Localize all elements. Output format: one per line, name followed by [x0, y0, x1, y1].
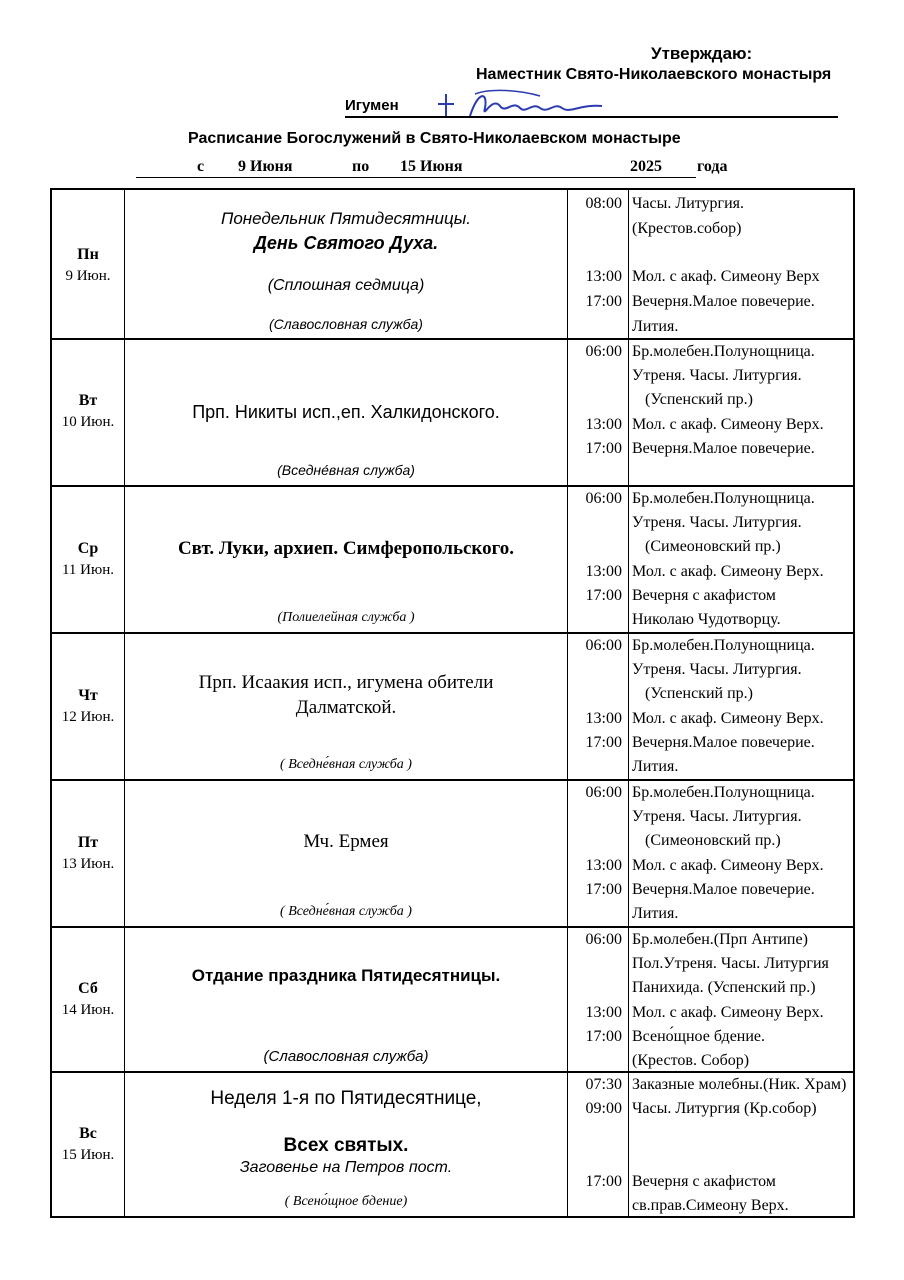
feast-line: Неделя 1-я по Пятидесятнице,: [210, 1088, 482, 1109]
service-time: 17:00: [585, 1173, 622, 1190]
table-row: [52, 190, 853, 338]
service-time: 07:30: [585, 1076, 622, 1093]
service-time: 13:00: [585, 416, 622, 433]
day-cell: [52, 190, 124, 338]
service-item: (Успенский пр.): [645, 685, 753, 702]
time-cell: [568, 487, 628, 632]
service-time: 13:00: [585, 268, 622, 285]
service-type: (Полиелейная служба ): [277, 610, 415, 625]
service-item: Вечерня с акафистом: [632, 587, 776, 604]
service-item: Лития.: [632, 905, 679, 922]
service-type: ( Вседне́вная служба ): [280, 757, 412, 772]
date-range: [0, 158, 904, 182]
service-item: Часы. Литургия (Кр.собор): [632, 1100, 817, 1117]
feast-cell: [125, 928, 567, 1071]
service-item: Утреня. Часы. Литургия.: [632, 514, 802, 531]
feast-line: Заговенье на Петров пост.: [239, 1159, 453, 1176]
to-date: 15 Июня: [400, 158, 463, 175]
service-item: Мол. с акаф. Симеону Верх.: [632, 710, 824, 727]
service-item: Мол. с акаф. Симеону Верх.: [632, 416, 824, 433]
day-abbr: Пт: [77, 834, 99, 851]
signature-icon: [430, 86, 610, 126]
day-abbr: Вт: [78, 392, 98, 409]
service-item: Вечерня.Малое повечерие.: [632, 440, 815, 457]
feast-line: Отдание праздника Пятидесятницы.: [191, 966, 501, 985]
service-time: 13:00: [585, 563, 622, 580]
service-item: Мол. с акаф. Симеону Верх.: [632, 857, 824, 874]
service-item: Вечерня.Малое повечерие.: [632, 293, 815, 310]
service-item: Лития.: [632, 758, 679, 775]
feast-cell: [125, 1073, 567, 1216]
service-type: (Вседне́вная служба): [277, 462, 415, 478]
day-abbr: Пн: [77, 246, 99, 263]
day-date: 10 Июн.: [61, 414, 115, 430]
feast-line: (Сплошная седмица): [267, 277, 425, 294]
service-item: Заказные молебны.(Ник. Храм): [632, 1076, 847, 1093]
service-time: 17:00: [585, 734, 622, 751]
service-time: 13:00: [585, 857, 622, 874]
service-item: Бр.молебен.(Прп Антипе): [632, 931, 808, 948]
approve-title: Утверждаю:: [651, 44, 753, 63]
feast-cell: [125, 340, 567, 485]
services-cell: [629, 1073, 853, 1216]
feast-line: День Святого Духа.: [253, 233, 439, 253]
service-item: Бр.молебен.Полунощница.: [632, 490, 815, 507]
service-time: 17:00: [585, 1028, 622, 1045]
day-cell: [52, 634, 124, 779]
feast-cell: [125, 487, 567, 632]
table-row: [52, 487, 853, 632]
approve-position: Наместник Свято-Николаевского монастыря: [476, 66, 832, 83]
day-cell: [52, 487, 124, 632]
service-item: Вечерня.Малое повечерие.: [632, 881, 815, 898]
service-type: ( Всено́щное бдение): [284, 1194, 408, 1209]
services-cell: [629, 634, 853, 779]
day-date: 13 Июн.: [61, 856, 115, 872]
feast-line: Прп. Никиты исп.,еп. Халкидонского.: [192, 402, 500, 422]
table-row: [52, 1073, 853, 1216]
time-cell: [568, 781, 628, 926]
service-type: ( Вседне́вная служба ): [280, 904, 412, 919]
services-cell: [629, 781, 853, 926]
day-abbr: Ср: [77, 540, 99, 557]
service-type: (Славословная служба): [269, 316, 423, 332]
service-item: (Симеоновский пр.): [645, 832, 781, 849]
service-item: (Крестов.собор): [632, 220, 742, 237]
service-item: Вечерня с акафистом: [632, 1173, 776, 1190]
service-item: Мол. с акаф. Симеону Верх: [632, 268, 820, 285]
day-date: 15 Июн.: [61, 1147, 115, 1163]
feast-line: Мч. Ермея: [303, 831, 389, 852]
services-cell: [629, 487, 853, 632]
services-cell: [629, 340, 853, 485]
feast-line: Далматской.: [295, 697, 397, 718]
hegumen-label: Игумен: [345, 97, 399, 114]
service-item: Мол. с акаф. Симеону Верх.: [632, 1004, 824, 1021]
service-type: (Славословная служба): [263, 1048, 429, 1065]
feast-cell: [125, 634, 567, 779]
service-time: 17:00: [585, 440, 622, 457]
services-cell: [629, 928, 853, 1071]
service-item: (Успенский пр.): [645, 391, 753, 408]
service-item: (Крестов. Собор): [632, 1052, 750, 1069]
service-item: Николаю Чудотворцу.: [632, 611, 781, 628]
schedule-table: [50, 188, 855, 1218]
service-item: Бр.молебен.Полунощница.: [632, 637, 815, 654]
date-underline: [136, 177, 696, 178]
service-time: 17:00: [585, 587, 622, 604]
time-cell: [568, 928, 628, 1071]
time-cell: [568, 190, 628, 338]
service-time: 06:00: [585, 931, 622, 948]
time-cell: [568, 634, 628, 779]
day-abbr: Вс: [79, 1125, 97, 1142]
service-item: Утреня. Часы. Литургия.: [632, 808, 802, 825]
signature-line: [345, 116, 838, 118]
day-cell: [52, 1073, 124, 1216]
service-item: Утреня. Часы. Литургия.: [632, 367, 802, 384]
service-item: Панихида. (Успенский пр.): [632, 979, 816, 996]
service-item: (Симеоновский пр.): [645, 538, 781, 555]
from-date: 9 Июня: [238, 158, 293, 175]
table-row: [52, 634, 853, 779]
feast-cell: [125, 781, 567, 926]
day-date: 11 Июн.: [61, 562, 114, 578]
service-item: Всено́щное бдение.: [632, 1028, 766, 1045]
day-cell: [52, 781, 124, 926]
day-cell: [52, 340, 124, 485]
time-cell: [568, 340, 628, 485]
feast-line: Свт. Луки, архиеп. Симферопольского.: [177, 538, 515, 559]
to-label: по: [352, 158, 370, 175]
year-label: года: [697, 158, 728, 175]
service-time: 13:00: [585, 1004, 622, 1021]
time-cell: [568, 1073, 628, 1216]
service-item: Бр.молебен.Полунощница.: [632, 343, 815, 360]
service-time: 08:00: [585, 195, 622, 212]
document-title: Расписание Богослужений в Свято-Николаевском монастыре: [188, 130, 681, 147]
day-date: 12 Июн.: [61, 709, 115, 725]
service-item: Мол. с акаф. Симеону Верх.: [632, 563, 824, 580]
feast-line: Понедельник Пятидесятницы.: [221, 209, 471, 228]
service-time: 17:00: [585, 293, 622, 310]
service-item: Бр.молебен.Полунощница.: [632, 784, 815, 801]
day-abbr: Чт: [78, 687, 98, 704]
service-item: св.прав.Симеону Верх.: [632, 1197, 789, 1214]
service-time: 09:00: [585, 1100, 622, 1117]
service-item: Пол.Утреня. Часы. Литургия: [632, 955, 829, 972]
service-item: Утреня. Часы. Литургия.: [632, 661, 802, 678]
service-time: 06:00: [585, 784, 622, 801]
day-abbr: Сб: [78, 980, 98, 997]
service-time: 06:00: [585, 490, 622, 507]
table-row: [52, 928, 853, 1071]
feast-cell: [125, 190, 567, 338]
table-row: [52, 781, 853, 926]
service-item: Часы. Литургия.: [632, 195, 745, 212]
from-label: с: [197, 158, 205, 175]
day-cell: [52, 928, 124, 1071]
service-item: Лития.: [632, 318, 679, 335]
feast-line: Прп. Исаакия исп., игумена обители: [198, 672, 494, 693]
table-row: [52, 340, 853, 485]
service-time: 06:00: [585, 343, 622, 360]
service-time: 17:00: [585, 881, 622, 898]
feast-line: Всех святых.: [283, 1135, 409, 1156]
service-time: 13:00: [585, 710, 622, 727]
service-time: 06:00: [585, 637, 622, 654]
service-item: Вечерня.Малое повечерие.: [632, 734, 815, 751]
day-date: 9 Июн.: [65, 268, 111, 284]
day-date: 14 Июн.: [61, 1002, 115, 1018]
year: 2025: [630, 158, 662, 175]
services-cell: [629, 190, 853, 338]
